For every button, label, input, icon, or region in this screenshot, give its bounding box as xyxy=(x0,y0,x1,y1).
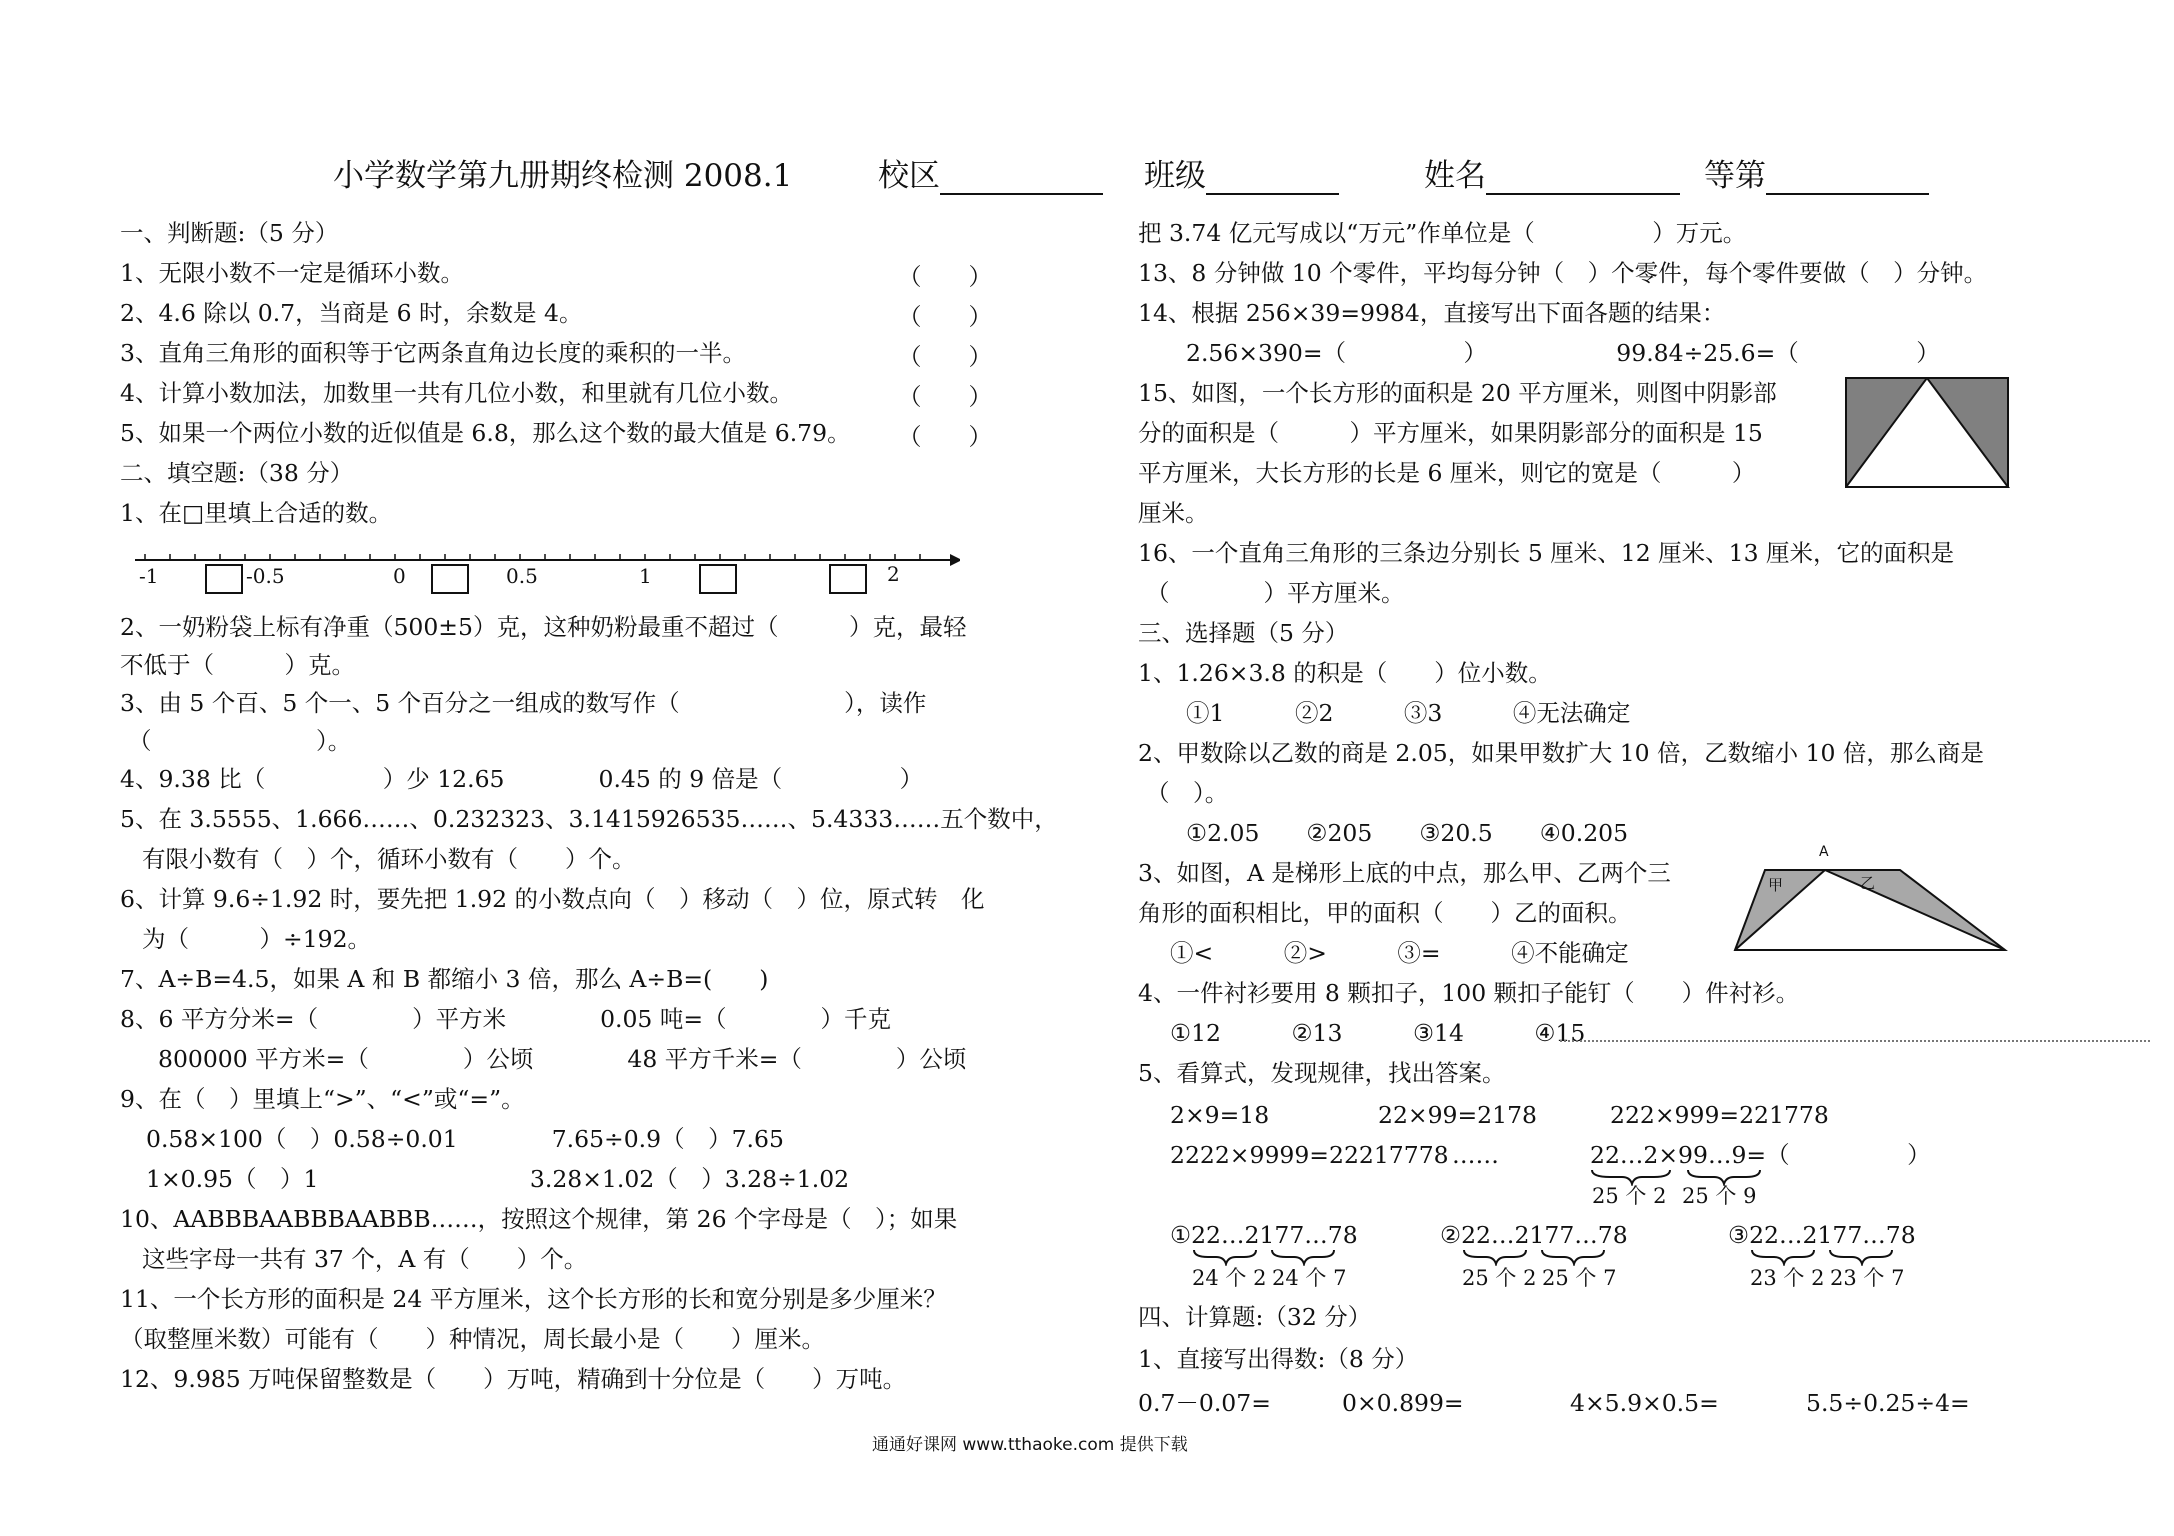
rectangle-shaded-figure xyxy=(1845,377,2010,489)
judge-mark[interactable]: （ ） xyxy=(898,343,992,371)
page-title: 小学数学第九册期终检测 2008.1 xyxy=(333,158,793,194)
judge-item: 4、计算小数加法，加数里一共有几位小数，和里就有几位小数。 xyxy=(120,379,793,407)
fill-line: （ ）。 xyxy=(128,727,352,755)
field-label: 等第 xyxy=(1704,158,1766,194)
right-line: （ ）。 xyxy=(1146,779,1229,807)
fill-line: 2、一奶粉袋上标有净重（500±5）克，这种奶粉最重不超过（ ）克，最轻 xyxy=(120,613,967,641)
campus-blank[interactable] xyxy=(940,167,1103,195)
right-line: 把 3.74 亿元写成以“万元”作单位是（ ）万元。 xyxy=(1138,219,1747,247)
right-line: 2、甲数除以乙数的商是 2.05，如果甲数扩大 10 倍，乙数缩小 10 倍，那么商是 xyxy=(1138,739,1984,767)
right-line: （ ）平方厘米。 xyxy=(1146,579,1405,607)
judge-item: 1、无限小数不一定是循环小数。 xyxy=(120,259,464,287)
fill-line: 1×0.95（ ）1 3.28×1.02（ ）3.28÷1.02 xyxy=(146,1165,850,1193)
brace-label: 25 个 7 xyxy=(1542,1266,1617,1290)
numberline-label: 2 xyxy=(887,562,900,586)
right-line: 13、8 分钟做 10 个零件，平均每分钟（ ）个零件，每个零件要做（ ）分钟。 xyxy=(1138,259,1988,287)
right-line: 角形的面积相比，甲的面积（ ）乙的面积。 xyxy=(1138,899,1632,927)
field-label: 校区 xyxy=(878,158,940,194)
numberline-label: -1 xyxy=(139,564,159,588)
right-line: 16、一个直角三角形的三条边分别长 5 厘米、12 厘米、13 厘米，它的面积是 xyxy=(1138,539,1955,567)
brace-label: 24 个 7 xyxy=(1272,1266,1347,1290)
trapezoid-label-jia: 甲 xyxy=(1768,876,1784,894)
trapezoid-figure xyxy=(1725,848,2015,958)
right-line: 3、如图，A 是梯形上底的中点，那么甲、乙两个三 xyxy=(1138,859,1671,887)
section-fill-title: 二、填空题:（38 分） xyxy=(120,459,354,487)
trapezoid-label-yi: 乙 xyxy=(1860,874,1876,892)
fill-line: 不低于（ ）克。 xyxy=(120,651,355,679)
brace-label: 25 个 9 xyxy=(1682,1184,1757,1208)
fill-line: （取整厘米数）可能有（ ）种情况，周长最小是（ ）厘米。 xyxy=(120,1325,825,1353)
brace-label: 24 个 2 xyxy=(1192,1266,1267,1290)
trapezoid-label-a: A xyxy=(1819,844,1829,860)
right-line: 分的面积是（ ）平方厘米，如果阴影部分的面积是 15 xyxy=(1138,419,1763,447)
answer-box xyxy=(830,565,866,593)
answer-box xyxy=(432,565,468,593)
choice-options[interactable]: ①2.05 ②205 ③20.5 ④0.205 xyxy=(1186,819,1629,847)
calc-item: 0.7－0.07= xyxy=(1138,1389,1271,1417)
field-campus xyxy=(878,150,1103,195)
fill-line: 为（ ）÷192。 xyxy=(142,925,372,953)
dotted-line xyxy=(1560,1040,2150,1042)
pattern-option[interactable]: ②22…2177…78 xyxy=(1440,1221,1628,1249)
pattern-expr: 2×9=18 xyxy=(1170,1101,1270,1129)
answer-box xyxy=(206,565,242,593)
judge-item: 2、4.6 除以 0.7，当商是 6 时，余数是 4。 xyxy=(120,299,583,327)
choice-options[interactable]: ①12 ②13 ③14 ④15 xyxy=(1170,1019,1586,1047)
numberline-label: 0 xyxy=(393,564,406,588)
fill-line: 0.58×100（ ）0.58÷0.01 7.65÷0.9（ ）7.65 xyxy=(146,1125,784,1153)
pattern-expr: 22…2×99…9=（ ） xyxy=(1590,1141,1931,1169)
pattern-expr: 222×999=221778 xyxy=(1610,1101,1829,1129)
right-line: 5、看算式，发现规律，找出答案。 xyxy=(1138,1059,1506,1087)
name-blank[interactable] xyxy=(1486,167,1680,195)
fill-line: 6、计算 9.6÷1.92 时，要先把 1.92 的小数点向（ ）移动（ ）位，原式转 化 xyxy=(120,885,985,913)
brace-label: 25 个 2 xyxy=(1592,1184,1667,1208)
brace-label: 23 个 2 xyxy=(1750,1266,1825,1290)
fill-line: 10、AABBBAABBBAABBB……，按照这个规律，第 26 个字母是（ ）；如果 xyxy=(120,1205,958,1233)
fill-line: 7、A÷B=4.5，如果 A 和 B 都缩小 3 倍，那么 A÷B=( ) xyxy=(120,965,769,993)
fill-line: 12、9.985 万吨保留整数是（ ）万吨，精确到十分位是（ ）万吨。 xyxy=(120,1365,907,1393)
fill-line: 11、一个长方形的面积是 24 平方厘米，这个长方形的长和宽分别是多少厘米？ xyxy=(120,1285,947,1313)
field-label: 姓名 xyxy=(1424,158,1486,194)
judge-item: 3、直角三角形的面积等于它两条直角边长度的乘积的一半。 xyxy=(120,339,746,367)
pattern-option[interactable]: ①22…2177…78 xyxy=(1170,1221,1358,1249)
right-line: 2.56×390=（ ） 99.84÷25.6=（ ） xyxy=(1186,339,1940,367)
calc-item: 5.5÷0.25÷4= xyxy=(1806,1389,1970,1417)
judge-mark[interactable]: （ ） xyxy=(898,423,992,451)
right-line: 1、1.26×3.8 的积是（ ）位小数。 xyxy=(1138,659,1552,687)
footer-credit: 通通好课网 www.tthaoke.com 提供下载 xyxy=(872,1435,1188,1455)
choice-options[interactable]: ①< ②> ③= ④不能确定 xyxy=(1170,939,1629,967)
numberline-label: 1 xyxy=(639,564,652,588)
field-grade xyxy=(1704,150,1929,195)
calc-item: 4×5.9×0.5= xyxy=(1570,1389,1719,1417)
choice-options[interactable]: ①1 ②2 ③3 ④无法确定 xyxy=(1186,699,1631,727)
right-line: 14、根据 256×39=9984，直接写出下面各题的结果： xyxy=(1138,299,1726,327)
fill-line: 8、6 平方分米=（ ）平方米 0.05 吨=（ ）千克 xyxy=(120,1005,892,1033)
grade-blank[interactable] xyxy=(1766,167,1929,195)
fill-line: 9、在（ ）里填上“>”、“<”或“=”。 xyxy=(120,1085,525,1113)
brace-label: 23 个 7 xyxy=(1830,1266,1905,1290)
numberline-label: -0.5 xyxy=(246,564,285,588)
judge-mark[interactable]: （ ） xyxy=(898,383,992,411)
numberline-label: 0.5 xyxy=(506,564,538,588)
pattern-expr: 22×99=2178 xyxy=(1378,1101,1537,1129)
judge-item: 5、如果一个两位小数的近似值是 6.8，那么这个数的最大值是 6.79。 xyxy=(120,419,851,447)
field-name xyxy=(1424,150,1680,195)
right-line: 厘米。 xyxy=(1138,499,1209,527)
pattern-option[interactable]: ③22…2177…78 xyxy=(1728,1221,1916,1249)
class-blank[interactable] xyxy=(1206,167,1339,195)
right-line: 4、一件衬衫要用 8 颗扣子，100 颗扣子能钉（ ）件衬衫。 xyxy=(1138,979,1800,1007)
judge-mark[interactable]: （ ） xyxy=(898,303,992,331)
right-line: 平方厘米，大长方形的长是 6 厘米，则它的宽是（ ） xyxy=(1138,459,1756,487)
fill-q1: 1、在□里填上合适的数。 xyxy=(120,499,393,527)
fill-line: 3、由 5 个百、5 个一、5 个百分之一组成的数写作（ ），读作 xyxy=(120,689,927,717)
section-judge-title: 一、判断题:（5 分） xyxy=(120,219,339,247)
fill-line: 这些字母一共有 37 个，A 有（ ）个。 xyxy=(142,1245,588,1273)
fill-line: 4、9.38 比（ ）少 12.65 0.45 的 9 倍是（ ） xyxy=(120,765,924,793)
fill-line: 800000 平方米=（ ）公顷 48 平方千米=（ ）公顷 xyxy=(158,1045,967,1073)
pattern-expr: …… xyxy=(1452,1141,1499,1169)
fill-line: 5、在 3.5555、1.666……、0.232323、3.1415926535……、5.4333……五个数中， xyxy=(120,805,1058,833)
field-label: 班级 xyxy=(1144,158,1206,194)
answer-box xyxy=(700,565,736,593)
section-calc-title: 四、计算题:（32 分） xyxy=(1138,1303,1372,1331)
right-line: 15、如图，一个长方形的面积是 20 平方厘米，则图中阴影部 xyxy=(1138,379,1777,407)
judge-mark[interactable]: （ ） xyxy=(898,263,992,291)
brace-label: 25 个 2 xyxy=(1462,1266,1537,1290)
section-choice-title: 三、选择题（5 分） xyxy=(1138,619,1349,647)
pattern-expr: 2222×9999=22217778 xyxy=(1170,1141,1449,1169)
field-class xyxy=(1144,150,1339,195)
fill-line: 有限小数有（ ）个，循环小数有（ ）个。 xyxy=(142,845,636,873)
calc-item: 0×0.899= xyxy=(1342,1389,1464,1417)
calc-q1: 1、直接写出得数:（8 分） xyxy=(1138,1345,1419,1373)
